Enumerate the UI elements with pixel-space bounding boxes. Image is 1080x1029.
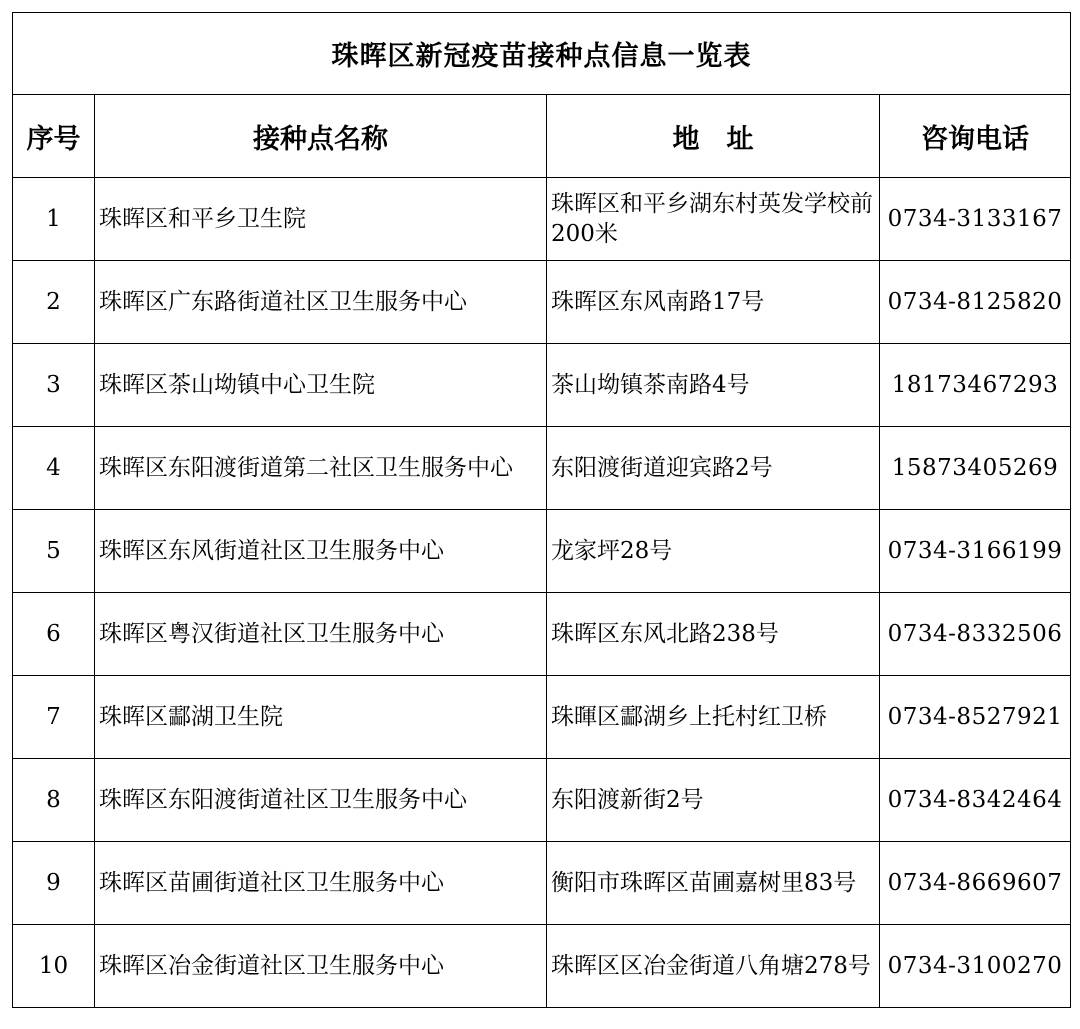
row-phone: 0734-8125820 xyxy=(880,261,1071,344)
header-number: 序号 xyxy=(13,95,95,178)
table-row xyxy=(13,261,1071,344)
row-phone: 0734-8527921 xyxy=(880,676,1071,759)
row-site-name: 珠晖区苗圃街道社区卫生服务中心 xyxy=(95,842,547,925)
table-row xyxy=(13,842,1071,925)
row-address: 东阳渡街道迎宾路2号 xyxy=(547,427,880,510)
row-number: 3 xyxy=(13,344,95,427)
row-site-name: 珠晖区冶金街道社区卫生服务中心 xyxy=(95,925,547,1008)
row-phone: 0734-3166199 xyxy=(880,510,1071,593)
row-site-name: 珠晖区广东路街道社区卫生服务中心 xyxy=(95,261,547,344)
row-address: 东阳渡新街2号 xyxy=(547,759,880,842)
row-address: 珠晖区东风北路238号 xyxy=(547,593,880,676)
row-site-name: 珠晖区茶山坳镇中心卫生院 xyxy=(95,344,547,427)
row-number: 5 xyxy=(13,510,95,593)
row-number: 7 xyxy=(13,676,95,759)
row-address: 衡阳市珠晖区苗圃嘉树里83号 xyxy=(547,842,880,925)
row-number: 6 xyxy=(13,593,95,676)
row-site-name: 珠晖区和平乡卫生院 xyxy=(95,178,547,261)
table-title: 珠晖区新冠疫苗接种点信息一览表 xyxy=(13,13,1071,95)
table-row xyxy=(13,427,1071,510)
title-row xyxy=(13,13,1071,95)
row-address: 珠晖区东风南路17号 xyxy=(547,261,880,344)
row-phone: 0734-3100270 xyxy=(880,925,1071,1008)
row-site-name: 珠晖区酃湖卫生院 xyxy=(95,676,547,759)
row-phone: 18173467293 xyxy=(880,344,1071,427)
row-number: 10 xyxy=(13,925,95,1008)
vaccination-sites-table xyxy=(12,12,1071,1008)
row-address: 珠晖区区冶金街道八角塘278号 xyxy=(547,925,880,1008)
row-number: 4 xyxy=(13,427,95,510)
row-phone: 0734-8342464 xyxy=(880,759,1071,842)
header-address: 地 址 xyxy=(547,95,880,178)
row-site-name: 珠晖区东风街道社区卫生服务中心 xyxy=(95,510,547,593)
header-row xyxy=(13,95,1071,178)
row-number: 8 xyxy=(13,759,95,842)
row-phone: 0734-8669607 xyxy=(880,842,1071,925)
row-phone: 0734-3133167 xyxy=(880,178,1071,261)
row-phone: 0734-8332506 xyxy=(880,593,1071,676)
row-site-name: 珠晖区东阳渡街道社区卫生服务中心 xyxy=(95,759,547,842)
table-row xyxy=(13,178,1071,261)
table-row xyxy=(13,593,1071,676)
table-row xyxy=(13,344,1071,427)
table-row xyxy=(13,925,1071,1008)
table-row xyxy=(13,510,1071,593)
header-phone: 咨询电话 xyxy=(880,95,1071,178)
row-address: 珠暉区酃湖乡上托村红卫桥 xyxy=(547,676,880,759)
row-number: 2 xyxy=(13,261,95,344)
table-row xyxy=(13,676,1071,759)
table-row xyxy=(13,759,1071,842)
row-address: 珠晖区和平乡湖东村英发学校前200米 xyxy=(547,178,880,261)
row-phone: 15873405269 xyxy=(880,427,1071,510)
row-site-name: 珠晖区东阳渡街道第二社区卫生服务中心 xyxy=(95,427,547,510)
row-address: 龙家坪28号 xyxy=(547,510,880,593)
row-number: 9 xyxy=(13,842,95,925)
row-site-name: 珠晖区粤汉街道社区卫生服务中心 xyxy=(95,593,547,676)
header-name: 接种点名称 xyxy=(95,95,547,178)
row-address: 茶山坳镇茶南路4号 xyxy=(547,344,880,427)
row-number: 1 xyxy=(13,178,95,261)
